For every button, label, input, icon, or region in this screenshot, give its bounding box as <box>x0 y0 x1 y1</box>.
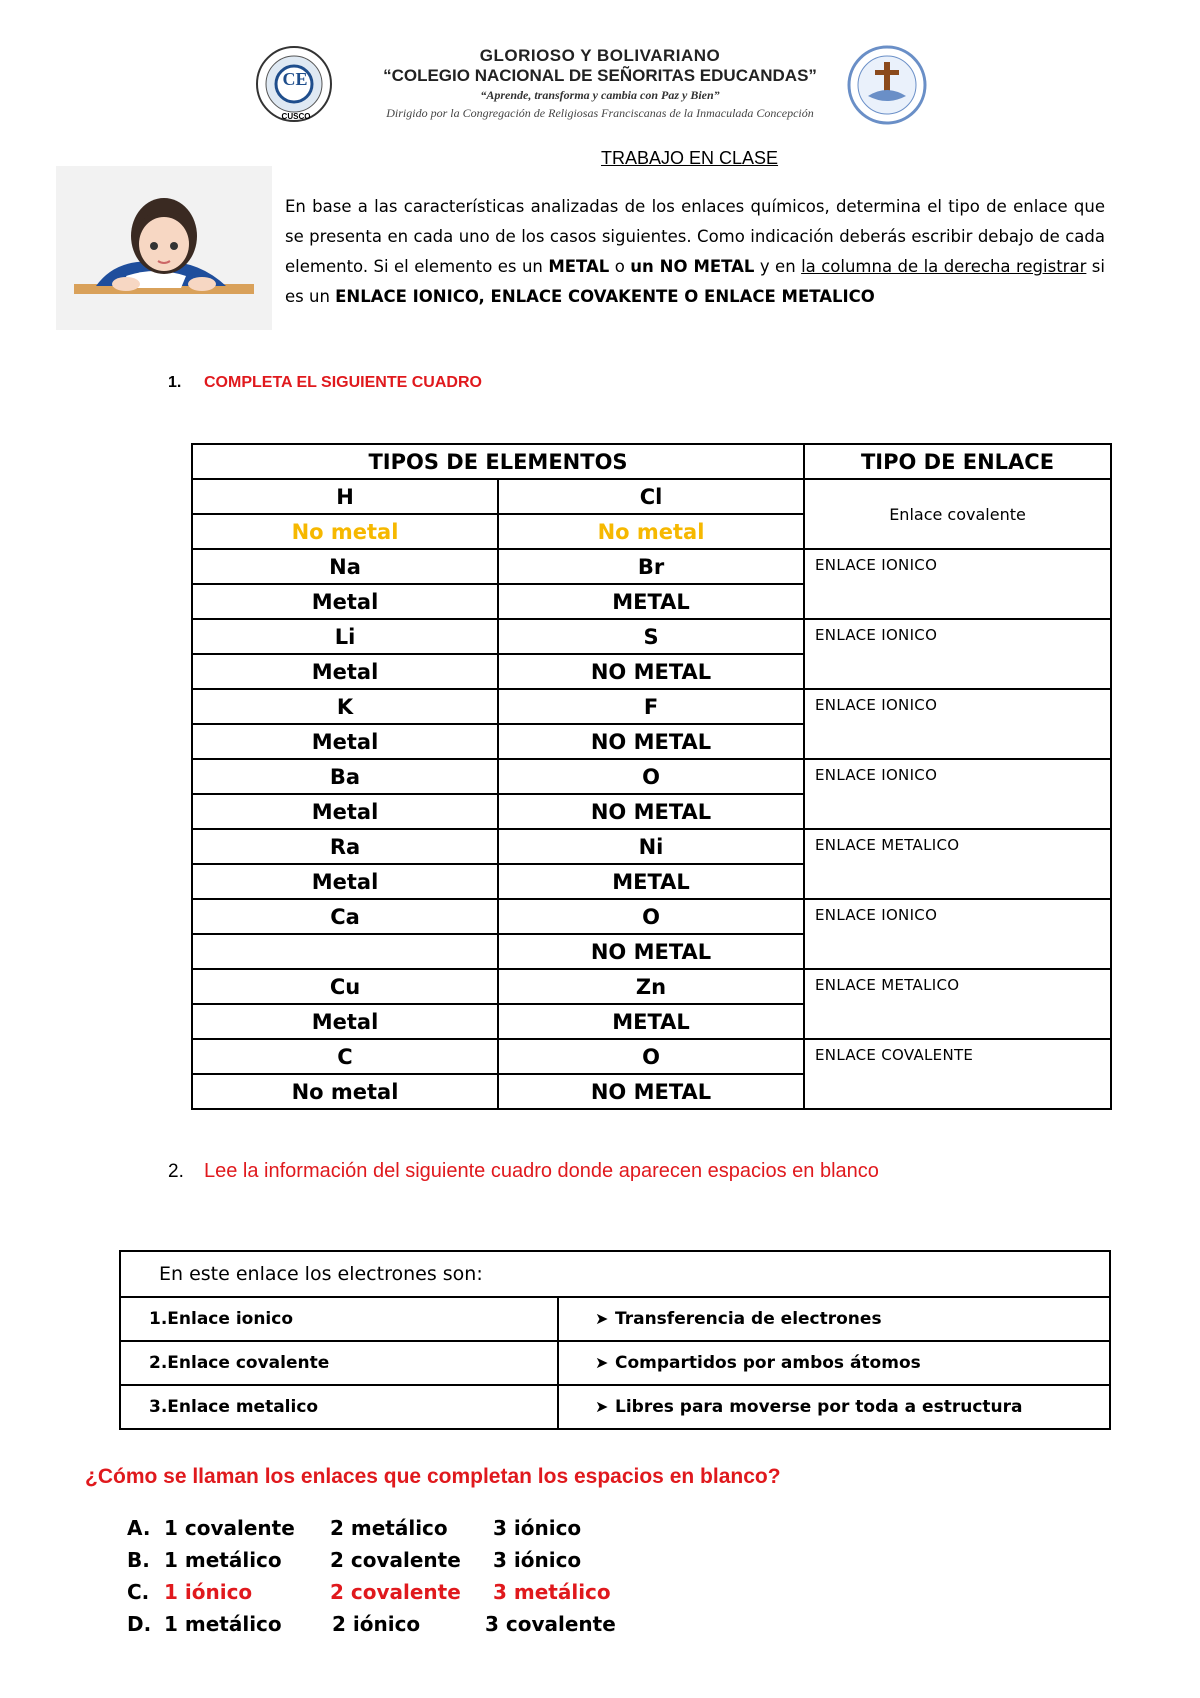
option-choice: 1 iónico <box>164 1580 253 1604</box>
element-symbol-cell: O <box>498 899 804 934</box>
element-symbol-cell: O <box>498 759 804 794</box>
option-choice: 1 metálico <box>164 1548 282 1572</box>
arrow-bullet-icon: ➤ <box>595 1309 609 1328</box>
left-logo-text: CUSCO <box>281 112 311 121</box>
element-type-cell <box>192 934 498 969</box>
section-2-heading: 2. Lee la información del siguiente cuadro donde aparecen espacios en blanco <box>168 1160 879 1182</box>
element-symbol-cell: Ca <box>192 899 498 934</box>
element-symbol-cell: Ba <box>192 759 498 794</box>
header-line-3: “Aprende, transforma y cambia con Paz y Bien” <box>480 88 720 102</box>
element-symbol-cell: Ni <box>498 829 804 864</box>
bond-name-cell: 2.Enlace covalente <box>120 1341 558 1385</box>
bond-name-cell: 1.Enlace ionico <box>120 1297 558 1341</box>
arrow-bullet-icon: ➤ <box>595 1397 609 1416</box>
option-choice: 2 covalente <box>330 1580 461 1604</box>
element-row <box>192 829 1111 864</box>
option-choice: 3 iónico <box>493 1548 582 1572</box>
element-symbol-cell: H <box>192 479 498 514</box>
electrons-row <box>120 1297 1110 1341</box>
bond-name-cell: 3.Enlace metalico <box>120 1385 558 1429</box>
element-row <box>192 689 1111 724</box>
electrons-table-header: En este enlace los electrones son: <box>120 1251 1110 1297</box>
element-row <box>192 899 1111 934</box>
page-title: TRABAJO EN CLASE <box>601 148 779 168</box>
option-choice: 3 iónico <box>493 1516 582 1540</box>
option-letter: D. <box>127 1612 152 1636</box>
bond-type-cell: ENLACE IONICO <box>804 899 1111 969</box>
element-symbol-cell: F <box>498 689 804 724</box>
electron-behavior-text: Libres para moverse por toda a estructura <box>615 1397 1023 1417</box>
element-type-cell: Metal <box>192 584 498 619</box>
option-letter: C. <box>127 1580 150 1604</box>
header-tipos-elementos: TIPOS DE ELEMENTOS <box>192 444 804 479</box>
element-type-cell: NO METAL <box>498 654 804 689</box>
element-row <box>192 619 1111 654</box>
element-type-cell: No metal <box>192 514 498 549</box>
electron-behavior-cell <box>558 1297 1110 1341</box>
element-symbol-cell: Li <box>192 619 498 654</box>
electron-behavior-cell <box>558 1341 1110 1385</box>
element-symbol-cell: Cu <box>192 969 498 1004</box>
option-choice: 1 metálico <box>164 1612 282 1636</box>
element-type-cell: NO METAL <box>498 934 804 969</box>
question-text: ¿Cómo se llaman los enlaces que completan los espacios en blanco? <box>85 1465 781 1488</box>
option-choice: 3 metálico <box>493 1580 611 1604</box>
option-letter: B. <box>127 1548 150 1572</box>
option-choice: 2 metálico <box>330 1516 448 1540</box>
bond-type-cell: ENLACE IONICO <box>804 619 1111 689</box>
element-row <box>192 479 1111 514</box>
electron-behavior-cell <box>558 1385 1110 1429</box>
element-type-cell: NO METAL <box>498 1074 804 1109</box>
student-illustration <box>56 166 272 330</box>
option-choice: 1 covalente <box>164 1516 295 1540</box>
element-type-cell: NO METAL <box>498 724 804 759</box>
element-symbol-cell: Ra <box>192 829 498 864</box>
element-type-cell: No metal <box>498 514 804 549</box>
element-row <box>192 549 1111 584</box>
electron-behavior-text: Compartidos por ambos átomos <box>615 1353 921 1373</box>
element-type-cell: Metal <box>192 794 498 829</box>
element-symbol-cell: Na <box>192 549 498 584</box>
element-type-cell: Metal <box>192 654 498 689</box>
element-type-cell: No metal <box>192 1074 498 1109</box>
electrons-row <box>120 1385 1110 1429</box>
header-line-4: Dirigido por la Congregación de Religiosas Franciscanas de la Inmaculada Concepción <box>386 106 814 120</box>
header-line-1: GLORIOSO Y BOLIVARIANO <box>479 46 721 65</box>
element-symbol-cell: Zn <box>498 969 804 1004</box>
element-symbol-cell: Br <box>498 549 804 584</box>
bond-type-cell: ENLACE METALICO <box>804 969 1111 1039</box>
bond-type-cell: ENLACE IONICO <box>804 549 1111 619</box>
element-type-cell: Metal <box>192 864 498 899</box>
option-choice: 2 covalente <box>330 1548 461 1572</box>
option-choice: 2 iónico <box>332 1612 421 1636</box>
option-choice: 3 covalente <box>485 1612 616 1636</box>
bond-type-cell: ENLACE IONICO <box>804 759 1111 829</box>
bond-type-cell: ENLACE IONICO <box>804 689 1111 759</box>
arrow-bullet-icon: ➤ <box>595 1353 609 1372</box>
element-symbol-cell: S <box>498 619 804 654</box>
element-symbol-cell: C <box>192 1039 498 1074</box>
electrons-row <box>120 1341 1110 1385</box>
bond-type-cell: ENLACE METALICO <box>804 829 1111 899</box>
bond-type-cell: ENLACE COVALENTE <box>804 1039 1111 1109</box>
element-symbol-cell: Cl <box>498 479 804 514</box>
element-row <box>192 1039 1111 1074</box>
intro-paragraph: En base a las características analizadas de los enlaces químicos, determina el tipo de enlace que se presenta en cada uno de los casos siguientes. Como indicación deberás escribir debajo de cada elemento. Si el elemento es un METAL o un NO METAL y en la columna de la derecha registrar si es un ENLACE IONICO, ENLACE COVAKENTE O ENLACE METALICO <box>285 197 1105 306</box>
element-type-cell: METAL <box>498 1004 804 1039</box>
section-1-heading: 1. COMPLETA EL SIGUIENTE CUADRO <box>168 374 482 391</box>
header-line-2: “COLEGIO NACIONAL DE SEÑORITAS EDUCANDAS” <box>383 66 817 85</box>
bond-type-cell: Enlace covalente <box>804 479 1111 549</box>
elements-table <box>191 443 1112 1110</box>
element-row <box>192 969 1111 1004</box>
left-logo-letters: CE <box>282 69 308 89</box>
element-type-cell: METAL <box>498 864 804 899</box>
element-symbol-cell: K <box>192 689 498 724</box>
element-row <box>192 759 1111 794</box>
option-letter: A. <box>127 1516 151 1540</box>
electron-behavior-text: Transferencia de electrones <box>615 1309 882 1329</box>
electrons-table <box>119 1250 1111 1430</box>
element-type-cell: Metal <box>192 724 498 759</box>
element-symbol-cell: O <box>498 1039 804 1074</box>
header-tipo-enlace: TIPO DE ENLACE <box>804 444 1111 479</box>
element-type-cell: METAL <box>498 584 804 619</box>
element-type-cell: NO METAL <box>498 794 804 829</box>
element-type-cell: Metal <box>192 1004 498 1039</box>
